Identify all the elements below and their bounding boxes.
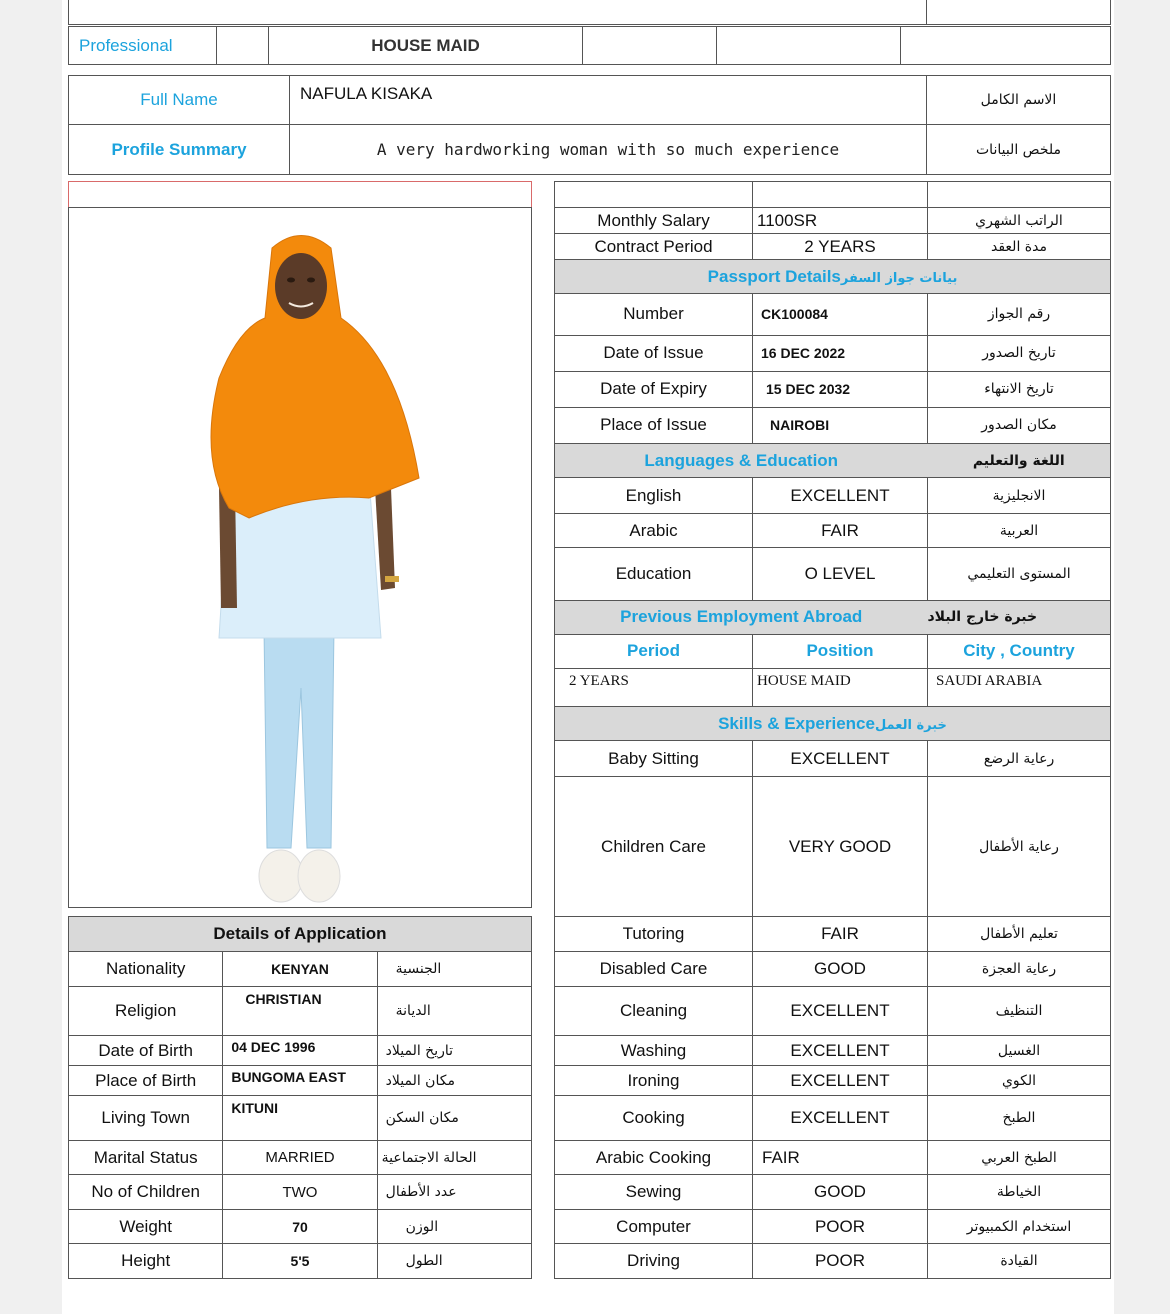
contract-period-value: 2 YEARS bbox=[753, 234, 928, 260]
profile-summary-arabic: ملخص البيانات bbox=[927, 125, 1111, 175]
application-label: Date of Birth bbox=[69, 1036, 223, 1066]
issue-date-label: Date of Issue bbox=[555, 335, 753, 371]
application-arabic: مكان الميلاد bbox=[377, 1066, 531, 1096]
skill-value: GOOD bbox=[753, 1175, 928, 1210]
issue-place-value: NAIROBI bbox=[753, 407, 928, 443]
full-name-value: NAFULA KISAKA bbox=[290, 76, 927, 125]
application-arabic: تاريخ الميلاد bbox=[377, 1036, 531, 1066]
professional-value: HOUSE MAID bbox=[269, 27, 583, 65]
passport-number-label: Number bbox=[555, 294, 753, 335]
empty-cell bbox=[717, 27, 901, 65]
skill-value: POOR bbox=[753, 1210, 928, 1244]
application-label: Weight bbox=[69, 1210, 223, 1244]
skills-title-arabic: خبرة العمل bbox=[874, 717, 947, 733]
salary-value: 1100SR bbox=[753, 208, 928, 234]
right-details-table bbox=[554, 181, 1111, 917]
application-label: No of Children bbox=[69, 1175, 223, 1210]
expiry-date-label: Date of Expiry bbox=[555, 371, 753, 407]
expiry-date-value: 15 DEC 2032 bbox=[753, 371, 928, 407]
application-value: CHRISTIAN bbox=[223, 987, 377, 1036]
employment-section-header: Previous Employment Abroad bbox=[555, 600, 928, 634]
profile-summary-value: A very hardworking woman with so much experience bbox=[290, 125, 927, 175]
arabic-language-arabic: العربية bbox=[928, 514, 1111, 548]
contract-period-arabic: مدة العقد bbox=[928, 234, 1111, 260]
skill-value: POOR bbox=[753, 1244, 928, 1279]
skill-arabic: استخدام الكمبيوتر bbox=[928, 1210, 1111, 1244]
skill-label: Computer bbox=[555, 1210, 753, 1244]
skill-label: Disabled Care bbox=[555, 952, 753, 987]
skill-label: Children Care bbox=[555, 777, 753, 917]
top-strip-cell bbox=[69, 0, 927, 25]
languages-section-arabic: اللغة والتعليم bbox=[928, 443, 1111, 477]
skill-value: VERY GOOD bbox=[753, 777, 928, 917]
empty-cell bbox=[583, 27, 717, 65]
english-label: English bbox=[555, 478, 753, 514]
candidate-photo bbox=[69, 208, 531, 907]
professional-label: Professional bbox=[69, 27, 217, 65]
skill-label: Ironing bbox=[555, 1066, 753, 1096]
employment-section-arabic: خبرة خارج البلاد bbox=[928, 600, 1111, 634]
skill-arabic: التنظيف bbox=[928, 987, 1111, 1036]
application-arabic: الوزن bbox=[377, 1210, 531, 1244]
skill-arabic: تعليم الأطفال bbox=[928, 917, 1111, 952]
arabic-language-label: Arabic bbox=[555, 514, 753, 548]
employment-position-value: HOUSE MAID bbox=[753, 668, 928, 706]
application-value: TWO bbox=[223, 1175, 377, 1210]
profile-summary-label: Profile Summary bbox=[69, 125, 290, 175]
photo-header-box bbox=[68, 181, 532, 208]
education-label: Education bbox=[555, 548, 753, 600]
skill-arabic: الطبخ bbox=[928, 1096, 1111, 1141]
empty-cell bbox=[217, 27, 269, 65]
skills-section-header bbox=[555, 706, 1111, 740]
education-arabic: المستوى التعليمي bbox=[928, 548, 1111, 600]
application-arabic: مكان السكن bbox=[377, 1096, 531, 1141]
application-arabic: الحالة الاجتماعية bbox=[377, 1141, 531, 1175]
skill-value: FAIR bbox=[753, 917, 928, 952]
application-label: Living Town bbox=[69, 1096, 223, 1141]
issue-date-arabic: تاريخ الصدور bbox=[928, 335, 1111, 371]
skill-value: EXCELLENT bbox=[753, 1096, 928, 1141]
empty-cell bbox=[901, 27, 1111, 65]
education-value: O LEVEL bbox=[753, 548, 928, 600]
professional-row bbox=[68, 26, 1111, 65]
skill-label: Washing bbox=[555, 1036, 753, 1066]
skill-arabic: الغسيل bbox=[928, 1036, 1111, 1066]
skill-label: Sewing bbox=[555, 1175, 753, 1210]
skill-value: GOOD bbox=[753, 952, 928, 987]
full-name-label: Full Name bbox=[69, 76, 290, 125]
application-value: BUNGOMA EAST bbox=[223, 1066, 377, 1096]
skill-value: EXCELLENT bbox=[753, 741, 928, 777]
application-value: KITUNI bbox=[223, 1096, 377, 1141]
passport-section-header bbox=[555, 260, 1111, 294]
application-label: Religion bbox=[69, 987, 223, 1036]
skill-arabic: القيادة bbox=[928, 1244, 1111, 1279]
empty-cell bbox=[555, 182, 753, 208]
top-strip bbox=[68, 0, 1111, 25]
skill-value: EXCELLENT bbox=[753, 987, 928, 1036]
skill-label: Cooking bbox=[555, 1096, 753, 1141]
employment-col-location: City , Country bbox=[928, 634, 1111, 668]
application-arabic: عدد الأطفال bbox=[377, 1175, 531, 1210]
skill-label: Cleaning bbox=[555, 987, 753, 1036]
employment-period-value: 2 YEARS bbox=[555, 668, 753, 706]
employment-location-value: SAUDI ARABIA bbox=[928, 668, 1111, 706]
application-value: KENYAN bbox=[223, 952, 377, 987]
salary-label: Monthly Salary bbox=[555, 208, 753, 234]
skill-label: Driving bbox=[555, 1244, 753, 1279]
application-section-header: Details of Application bbox=[69, 917, 532, 952]
skill-arabic: رعاية الأطفال bbox=[928, 777, 1111, 917]
english-arabic: الانجليزية bbox=[928, 478, 1111, 514]
application-table bbox=[68, 916, 532, 1279]
skill-label: Arabic Cooking bbox=[555, 1141, 753, 1175]
application-value: 5'5 bbox=[223, 1244, 377, 1279]
employment-col-period: Period bbox=[555, 634, 753, 668]
issue-place-arabic: مكان الصدور bbox=[928, 407, 1111, 443]
passport-number-arabic: رقم الجواز bbox=[928, 294, 1111, 335]
skills-table bbox=[554, 916, 1111, 1279]
application-arabic: الطول bbox=[377, 1244, 531, 1279]
application-label: Place of Birth bbox=[69, 1066, 223, 1096]
application-label: Height bbox=[69, 1244, 223, 1279]
skill-label: Tutoring bbox=[555, 917, 753, 952]
skill-value: EXCELLENT bbox=[753, 1036, 928, 1066]
skill-label: Baby Sitting bbox=[555, 741, 753, 777]
application-arabic: الديانة bbox=[377, 987, 531, 1036]
skill-value: FAIR bbox=[753, 1141, 928, 1175]
passport-number-value: CK100084 bbox=[753, 294, 928, 335]
empty-cell bbox=[753, 182, 928, 208]
issue-date-value: 16 DEC 2022 bbox=[753, 335, 928, 371]
application-value: MARRIED bbox=[223, 1141, 377, 1175]
issue-place-label: Place of Issue bbox=[555, 407, 753, 443]
full-name-arabic: الاسم الكامل bbox=[927, 76, 1111, 125]
expiry-date-arabic: تاريخ الانتهاء bbox=[928, 371, 1111, 407]
contract-period-label: Contract Period bbox=[555, 234, 753, 260]
languages-section-header: Languages & Education bbox=[555, 443, 928, 477]
top-strip-cell bbox=[927, 0, 1111, 25]
photo-frame bbox=[68, 207, 532, 908]
employment-col-position: Position bbox=[753, 634, 928, 668]
english-value: EXCELLENT bbox=[753, 478, 928, 514]
skill-arabic: رعاية الرضع bbox=[928, 741, 1111, 777]
skill-arabic: رعاية العجزة bbox=[928, 952, 1111, 987]
skill-arabic: الطبخ العربي bbox=[928, 1141, 1111, 1175]
arabic-language-value: FAIR bbox=[753, 514, 928, 548]
application-label: Nationality bbox=[69, 952, 223, 987]
passport-title: Passport Details bbox=[707, 266, 841, 286]
empty-cell bbox=[928, 182, 1111, 208]
skills-title: Skills & Experience bbox=[718, 713, 875, 733]
skill-value: EXCELLENT bbox=[753, 1066, 928, 1096]
application-value: 04 DEC 1996 bbox=[223, 1036, 377, 1066]
identity-table bbox=[68, 75, 1111, 175]
application-label: Marital Status bbox=[69, 1141, 223, 1175]
skill-arabic: الكوي bbox=[928, 1066, 1111, 1096]
skill-arabic: الخياطة bbox=[928, 1175, 1111, 1210]
salary-arabic: الراتب الشهري bbox=[928, 208, 1111, 234]
application-arabic: الجنسية bbox=[377, 952, 531, 987]
passport-title-arabic: بيانات جواز السفر bbox=[840, 270, 958, 286]
application-value: 70 bbox=[223, 1210, 377, 1244]
